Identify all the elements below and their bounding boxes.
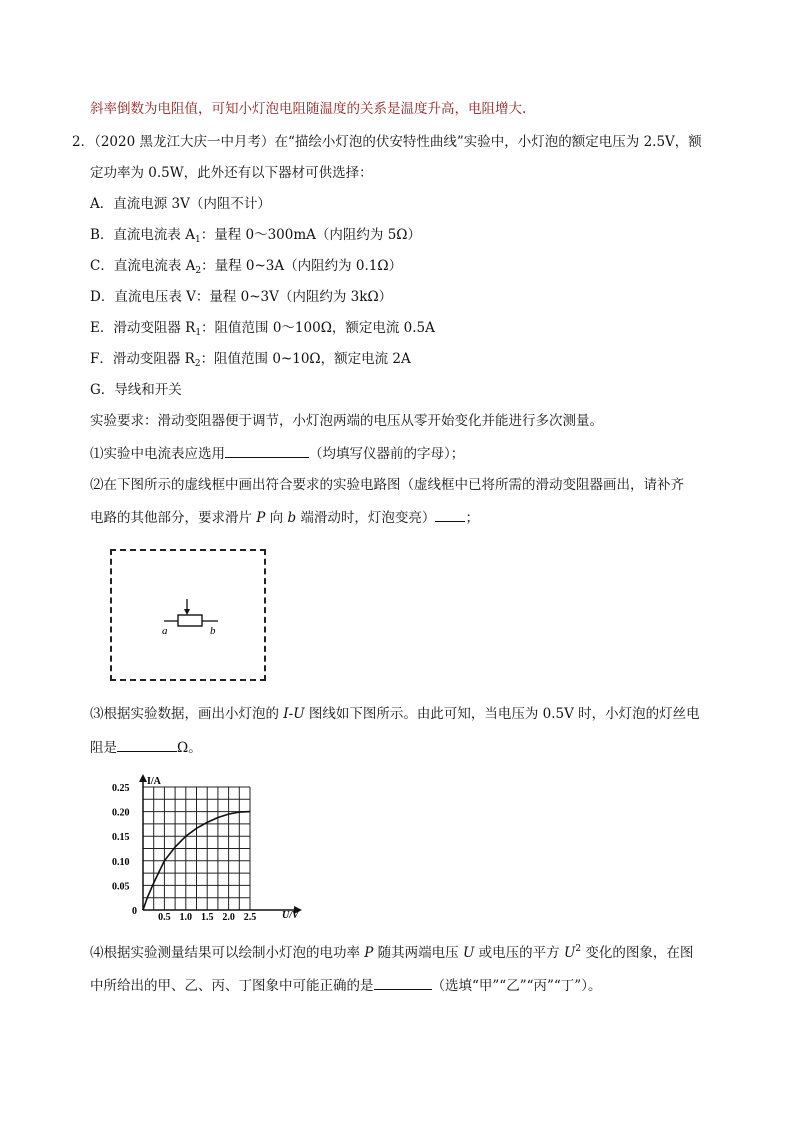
graph-grid — [143, 787, 250, 910]
question-stem-text: （2020 黑龙江大庆一中月考）在“描绘小灯泡的伏安特性曲线”实验中，小灯泡的额定电压为 2.5V，额 — [94, 134, 702, 150]
rheostat-body — [178, 615, 202, 626]
circuit-drawing-box[interactable] — [110, 549, 266, 681]
option-g: G．导线和开关 — [90, 382, 182, 398]
answer-blank-1[interactable] — [225, 443, 309, 458]
y-axis-label: I/A — [147, 776, 161, 787]
terminal-label-b: b — [210, 625, 216, 637]
subquestion-4-line2: 中所给出的甲、乙、丙、丁图象中可能正确的是 （选填“甲”“乙”“丙”“丁”）。 — [90, 975, 601, 995]
answer-blank-3[interactable] — [117, 737, 177, 752]
option-a: A．直流电源 3V（内阻不计） — [90, 196, 271, 212]
y-tick-label: 0.20 — [112, 807, 130, 819]
answer-blank-2[interactable] — [435, 507, 465, 522]
origin-label: 0 — [132, 906, 137, 917]
option-d: D．直流电压表 V：量程 0~3V（内阻约为 3kΩ） — [90, 289, 393, 305]
option-b: B．直流电流表 $A_1$：量程 0～300mA（内阻约为 5Ω） — [90, 227, 421, 245]
experiment-requirement: 实验要求：滑动变阻器便于调节，小灯泡两端的电压从零开始变化并能进行多次测量。 — [90, 413, 603, 429]
subquestion-3-line2: 阻是 Ω。 — [90, 737, 202, 757]
option-f: F．滑动变阻器 $R_2$：阻值范围 0~10Ω，额定电流 2A — [90, 351, 411, 369]
subquestion-2-line1: ⑵在下图所示的虚线框中画出符合要求的实验电路图（虚线框中已将所需的滑动变阻器画出，请补齐 — [90, 477, 684, 493]
question-stem-line1 — [72, 133, 702, 151]
option-e: E．滑动变阻器 $R_1$：阻值范围 0～100Ω，额定电流 0.5A — [90, 320, 435, 338]
y-tick-label: 0.05 — [112, 881, 130, 893]
x-axis-label: U/V — [282, 910, 299, 920]
x-tick-label: 1.5 — [200, 912, 214, 920]
x-tick-labels — [158, 912, 256, 920]
subquestion-1: ⑴实验中电流表应选用 （均填写仪器前的字母）； — [90, 443, 464, 463]
answer-blank-4[interactable] — [374, 975, 432, 990]
option-c: C．直流电流表 $A_2$：量程 0~3A（内阻约为 0.1Ω） — [90, 258, 403, 276]
subquestion-3-line1: ⑶根据实验数据，画出小灯泡的 I-U 图线如下图所示。由此可知，当电压为 0.5V 时，小灯泡的灯丝电 — [90, 706, 700, 722]
x-tick-label: 0.5 — [158, 912, 171, 920]
slider-arrow — [184, 609, 190, 615]
subquestion-4-line1: ⑷根据实验测量结果可以绘制小灯泡的电功率 P 随其两端电压 U 或电压的平方 $U^2$ 变化的图象，在图 — [90, 944, 694, 961]
x-tick-label: 2.0 — [222, 912, 235, 920]
iu-graph — [110, 770, 310, 920]
question-stem-line2: 定功率为 0.5W，此外还有以下器材可供选择： — [90, 165, 373, 181]
terminal-label-a: a — [162, 625, 168, 637]
previous-answer-text: 斜率倒数为电阻值，可知小灯泡电阻随温度的关系是温度升高，电阻增大. — [90, 101, 527, 117]
y-tick-label: 0.25 — [112, 783, 130, 794]
x-tick-label: 1.0 — [179, 912, 193, 920]
y-axis-arrow — [139, 774, 147, 782]
y-tick-label: 0.10 — [112, 856, 130, 868]
y-tick-labels — [112, 783, 130, 892]
y-tick-label: 0.15 — [112, 832, 130, 844]
subquestion-2-line2: 电路的其他部分，要求滑片 P 向 b 端滑动时，灯泡变亮） ； — [90, 507, 479, 527]
question-number: 2． — [72, 134, 95, 150]
x-tick-label: 2.5 — [243, 912, 257, 920]
rheostat-diagram — [112, 551, 264, 679]
